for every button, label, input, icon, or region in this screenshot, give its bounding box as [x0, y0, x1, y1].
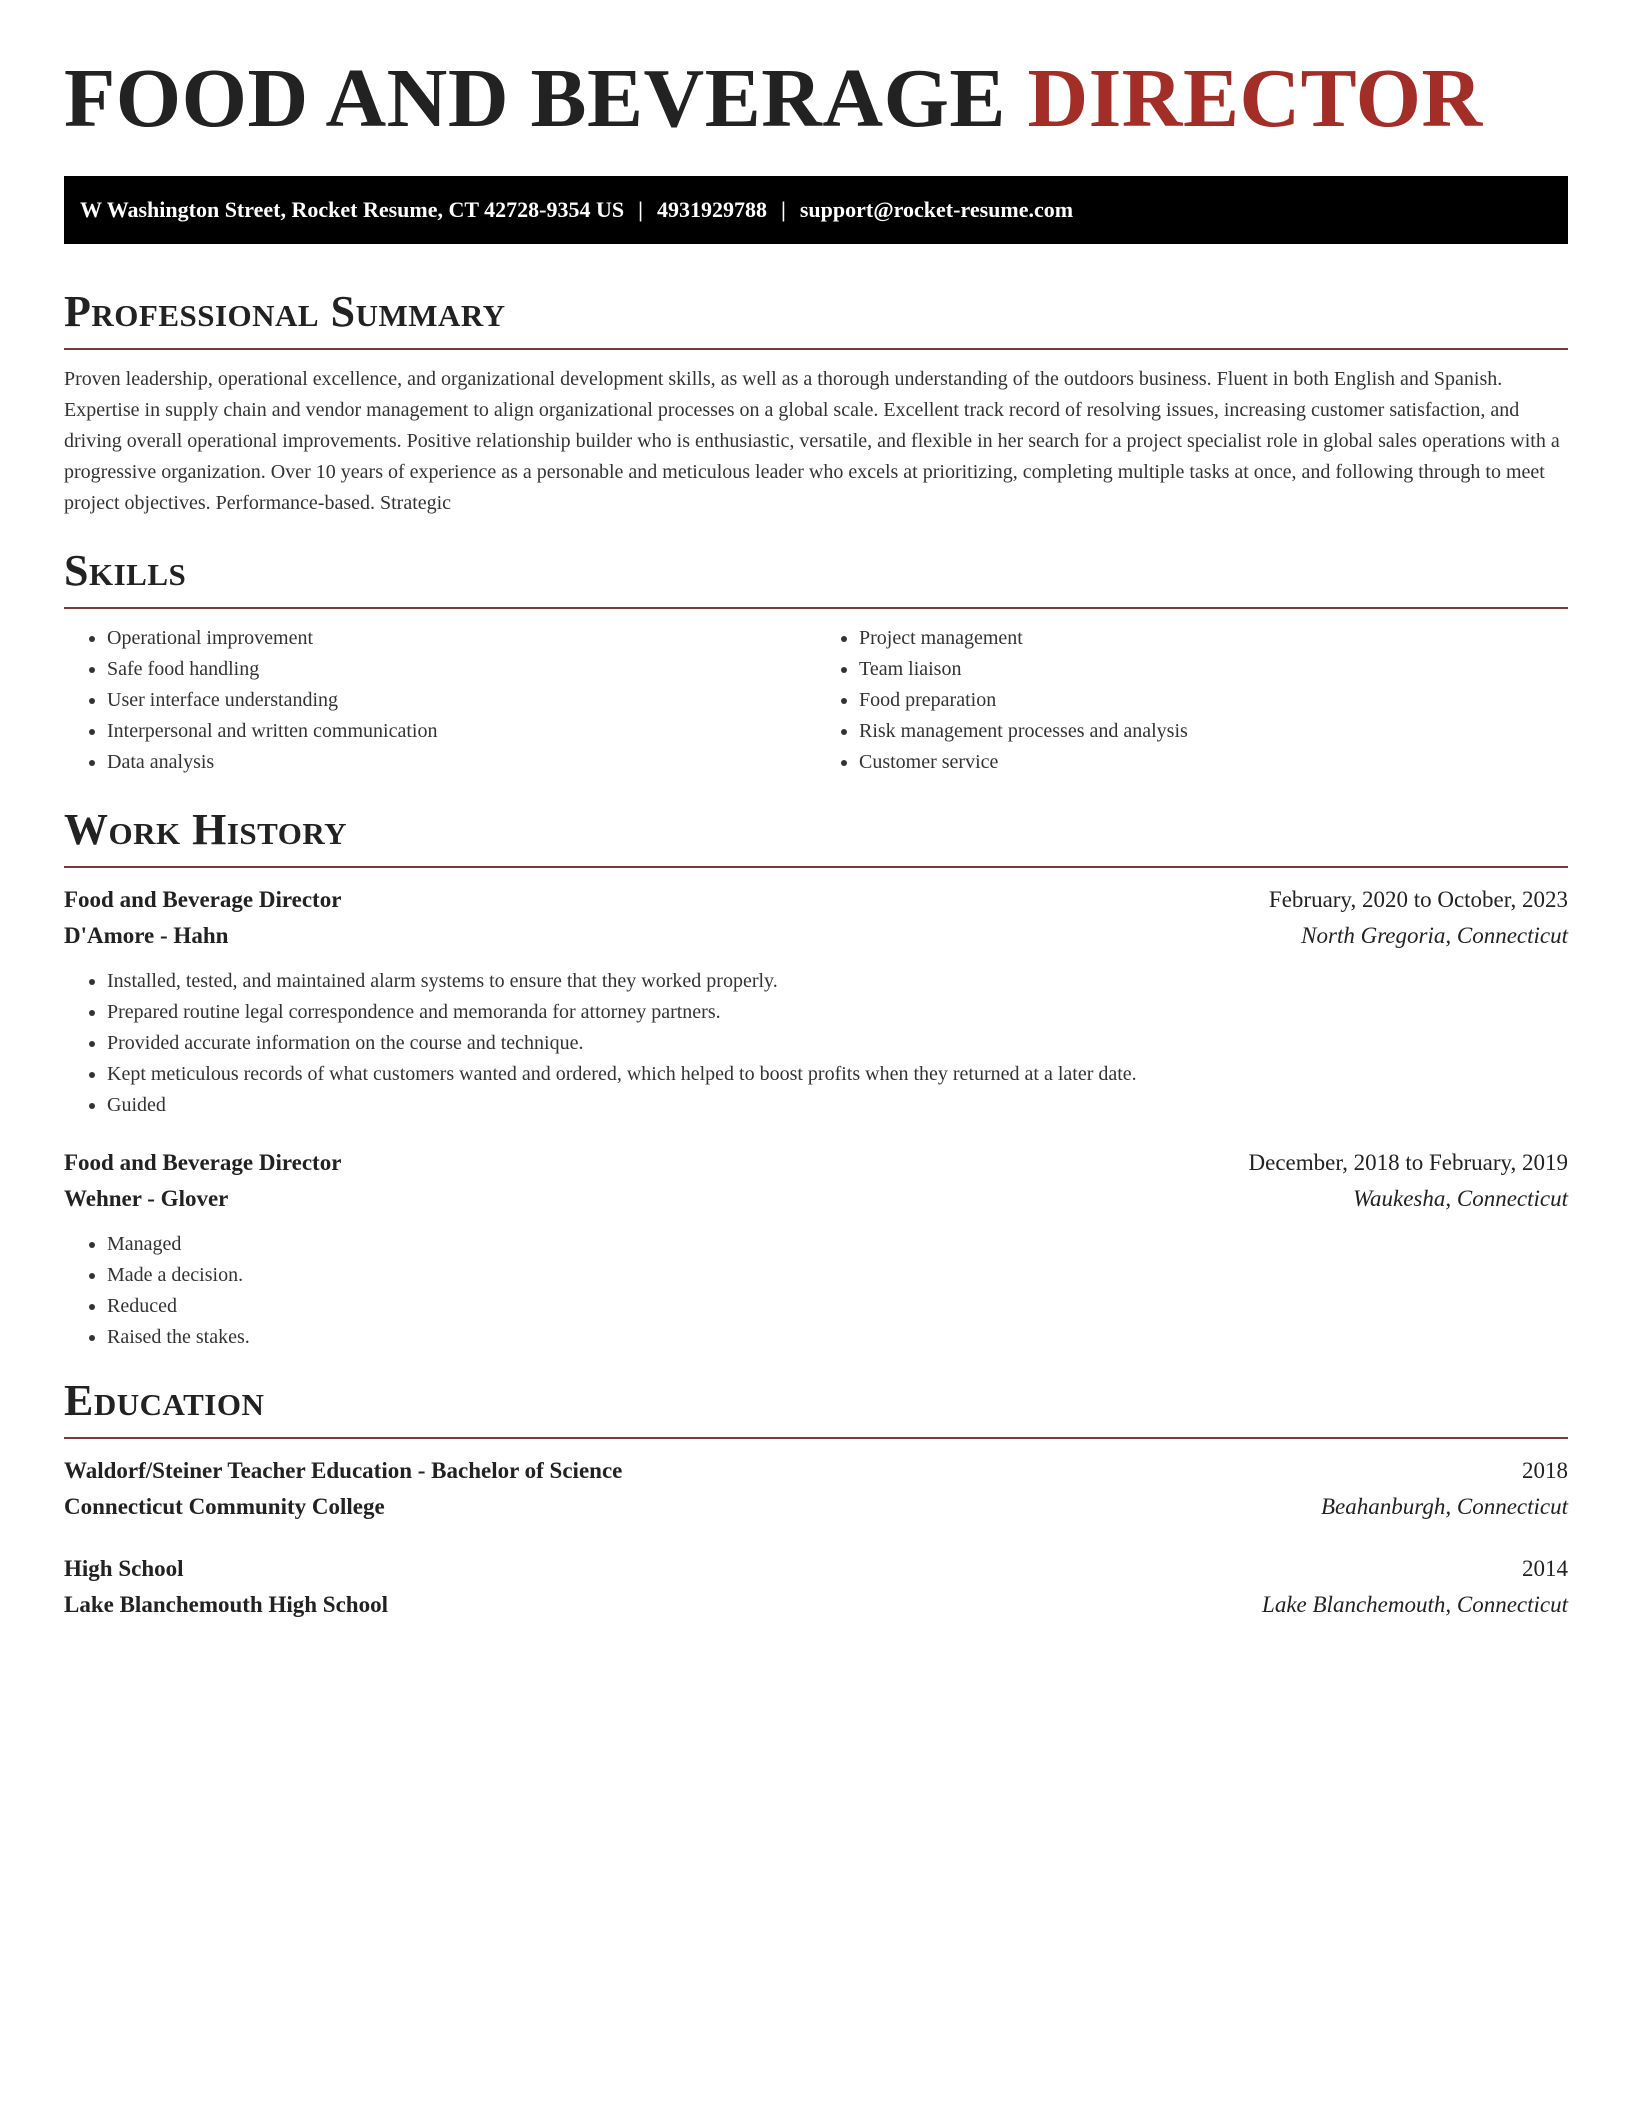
- job-bullet: • Prepared routine legal correspondence and memoranda for attorney partners.: [107, 997, 1568, 1028]
- job-dates: December, 2018 to February, 2019: [1248, 1150, 1568, 1175]
- resume-title: [64, 0, 1568, 145]
- job-company-row: [64, 918, 1568, 954]
- skill-item: • Risk management processes and analysis: [859, 716, 1568, 747]
- education-year: 2014: [1522, 1556, 1568, 1581]
- job-bullet: • Raised the stakes.: [107, 1322, 1568, 1353]
- contact-separator: |: [638, 197, 643, 222]
- education-entry: [64, 1453, 1568, 1525]
- skill-item: • Team liaison: [859, 654, 1568, 685]
- job-location: North Gregoria, Connecticut: [1301, 923, 1568, 948]
- job-bullet: • Kept meticulous records of what customers wanted and ordered, which helped to boost profits when they returned at a later date.: [107, 1059, 1568, 1090]
- skills-list: [64, 623, 1568, 778]
- contact-address: W Washington Street, Rocket Resume, CT 42728-9354 US: [80, 197, 625, 222]
- education-school: Connecticut Community College: [64, 1494, 385, 1519]
- education-degree: High School: [64, 1556, 184, 1581]
- contact-bar: [64, 176, 1568, 244]
- work-heading: Work History: [64, 804, 1568, 868]
- job-bullets: [64, 1229, 1568, 1353]
- job-header-row: [64, 1145, 1568, 1181]
- contact-phone: 4931929788: [656, 197, 767, 222]
- education-school-row: [64, 1587, 1568, 1623]
- job-entry: [64, 882, 1568, 1121]
- education-degree-row: [64, 1453, 1568, 1489]
- job-company: Wehner - Glover: [64, 1186, 229, 1211]
- contact-email[interactable]: support@rocket-resume.com: [799, 197, 1074, 222]
- education-heading: Education: [64, 1375, 1568, 1439]
- skills-heading: Skills: [64, 545, 1568, 609]
- summary-heading: Professional Summary: [64, 286, 1568, 350]
- job-bullet: • Made a decision.: [107, 1260, 1568, 1291]
- skills-column-right: [816, 623, 1568, 778]
- job-company: D'Amore - Hahn: [64, 923, 229, 948]
- education-location: Beahanburgh, Connecticut: [1321, 1494, 1568, 1519]
- resume-page: [64, 0, 1568, 1623]
- job-header-row: [64, 882, 1568, 918]
- job-title: Food and Beverage Director: [64, 887, 342, 912]
- skill-item: • Interpersonal and written communication: [107, 716, 816, 747]
- education-year: 2018: [1522, 1458, 1568, 1483]
- job-bullet: • Installed, tested, and maintained alarm systems to ensure that they worked properly.: [107, 966, 1568, 997]
- title-main: FOOD AND BEVERAGE: [64, 52, 1006, 145]
- job-entry: [64, 1145, 1568, 1353]
- skill-item: • Project management: [859, 623, 1568, 654]
- contact-separator: |: [780, 197, 786, 222]
- job-bullet: • Managed: [107, 1229, 1568, 1260]
- skill-item: • Safe food handling: [107, 654, 816, 685]
- job-bullet: • Reduced: [107, 1291, 1568, 1322]
- skills-column-left: [64, 623, 816, 778]
- skill-item: • Food preparation: [859, 685, 1568, 716]
- skill-item: • Operational improvement: [107, 623, 816, 654]
- skill-item: • User interface understanding: [107, 685, 816, 716]
- job-location: Waukesha, Connecticut: [1352, 1186, 1568, 1211]
- education-degree-row: [64, 1551, 1568, 1587]
- education-location: Lake Blanchemouth, Connecticut: [1262, 1592, 1568, 1617]
- skill-item: • Customer service: [859, 747, 1568, 778]
- job-company-row: [64, 1181, 1568, 1217]
- education-school: Lake Blanchemouth High School: [64, 1592, 388, 1617]
- job-bullets: [64, 966, 1568, 1121]
- education-school-row: [64, 1489, 1568, 1525]
- job-bullet: • Provided accurate information on the course and technique.: [107, 1028, 1568, 1059]
- education-degree: Waldorf/Steiner Teacher Education - Bachelor of Science: [64, 1458, 623, 1483]
- summary-text: Proven leadership, operational excellence, and organizational development skills, as well as a thorough understanding of the outdoors business. Fluent in both English and Spanish. Expertise in supply chain and vendor management to align organizational processes on a global scale. Excellent track record of resolving issues, increasing customer satisfaction, and driving overall operational improvements. Positive relationship builder who is enthusiastic, versatile, and flexible in her search for a project specialist role in global sales operations with a progressive organization. Over 10 years of experience as a personable and meticulous leader who excels at prioritizing, completing multiple tasks at once, and following through to meet project objectives. Performance-based. Strategic: [64, 368, 1560, 514]
- education-entry: [64, 1551, 1568, 1623]
- skill-item: • Data analysis: [107, 747, 816, 778]
- job-bullet: • Guided: [107, 1090, 1568, 1121]
- job-title: Food and Beverage Director: [64, 1150, 342, 1175]
- title-accent: DIRECTOR: [1027, 52, 1483, 145]
- job-dates: February, 2020 to October, 2023: [1268, 887, 1568, 912]
